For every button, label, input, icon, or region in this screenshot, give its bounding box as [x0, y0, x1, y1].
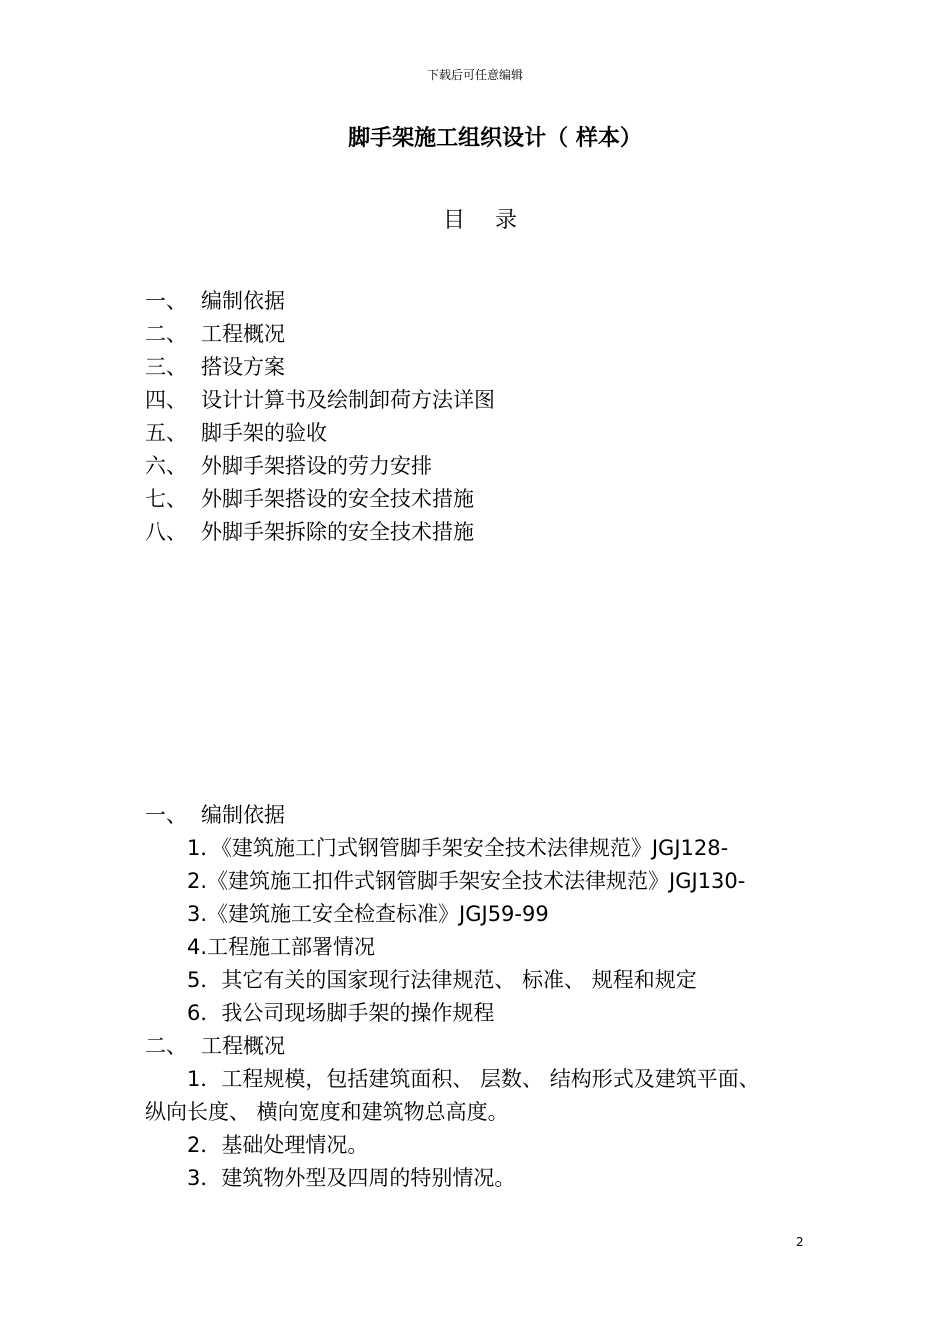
toc-item-number: 四、	[145, 388, 187, 412]
toc-item	[145, 417, 495, 450]
toc-item-number: 七、	[145, 487, 187, 511]
toc-item	[145, 384, 495, 417]
toc-item-number: 八、	[145, 520, 187, 544]
paragraph-line: 1．工程规模，包括建筑面积、 层数、 结构形式及建筑平面、	[187, 1067, 760, 1091]
toc-item-label: 外脚手架搭设的劳力安排	[201, 454, 432, 478]
section-heading	[145, 799, 845, 832]
section-heading	[145, 1030, 845, 1063]
paragraph-line: 2．基础处理情况。	[187, 1133, 369, 1157]
section-number: 二、	[145, 1034, 187, 1058]
toc-item	[145, 450, 495, 483]
toc-item-number: 一、	[145, 289, 187, 313]
toc-item-label: 编制依据	[201, 289, 285, 313]
document-body	[145, 799, 845, 1195]
section-title: 编制依据	[201, 803, 285, 827]
page-header: 下载后可任意编辑	[426, 68, 523, 82]
paragraph-line: 3．建筑物外型及四周的特别情况。	[187, 1166, 516, 1190]
toc-item-label: 设计计算书及绘制卸荷方法详图	[201, 388, 495, 412]
toc-item-number: 五、	[145, 421, 187, 445]
toc-item-label: 外脚手架搭设的安全技术措施	[201, 487, 474, 511]
toc-item-label: 外脚手架拆除的安全技术措施	[201, 520, 474, 544]
toc-item-label: 搭设方案	[201, 355, 285, 379]
toc-item	[145, 483, 495, 516]
toc-item	[145, 516, 495, 549]
reference-line: 2.《建筑施工扣件式钢管脚手架安全技术法律规范》JGJ130-	[187, 869, 746, 893]
reference-line: 5．其它有关的国家现行法律规范、 标准、 规程和规定	[187, 968, 697, 992]
toc-list	[145, 285, 495, 549]
reference-line: 1．《建筑施工门式钢管脚手架安全技术法律规范》JGJ128-	[187, 836, 729, 860]
reference-line: 4.工程施工部署情况	[187, 935, 376, 959]
section-title: 工程概况	[201, 1034, 285, 1058]
reference-line: 3.《建筑施工安全检查标准》JGJ59-99	[187, 902, 549, 926]
toc-item-number: 二、	[145, 322, 187, 346]
toc-item	[145, 285, 495, 318]
page-number: 2	[796, 1235, 804, 1249]
toc-item	[145, 351, 495, 384]
toc-item-label: 工程概况	[201, 322, 285, 346]
document-title: 脚手架施工组织设计（ 样本）	[348, 126, 642, 151]
paragraph-line: 纵向长度、 横向宽度和建筑物总高度。	[145, 1100, 509, 1124]
reference-line: 6．我公司现场脚手架的操作规程	[187, 1001, 495, 1025]
toc-item-number: 六、	[145, 454, 187, 478]
section-number: 一、	[145, 803, 187, 827]
toc-heading: 目录	[442, 208, 547, 233]
toc-item-label: 脚手架的验收	[201, 421, 327, 445]
toc-item-number: 三、	[145, 355, 187, 379]
toc-item	[145, 318, 495, 351]
